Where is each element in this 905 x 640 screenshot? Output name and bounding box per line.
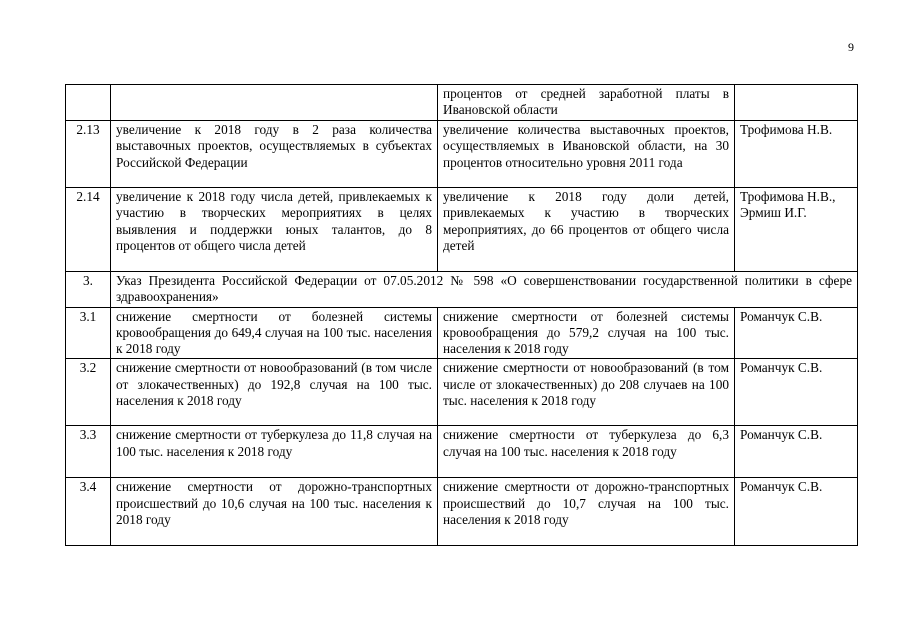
row-number: 3.2 [66,359,111,426]
table-row [66,359,858,426]
row-number: 2.13 [66,121,111,188]
responsible: Трофимова Н.В. [735,121,858,188]
responsible [735,85,858,121]
table-row-section [66,272,858,308]
regional-target: снижение смертности от болезней системы кровообращения до 579,2 случая на 100 тыс. населения к 2018 году [438,307,735,359]
responsible: Романчук С.В. [735,426,858,478]
federal-target [111,85,438,121]
table-row [66,85,858,121]
federal-target: снижение смертности от новообразований (в том числе от злокачественных) до 192,8 случая на 100 тыс. населения к 2018 году [111,359,438,426]
federal-target: снижение смертности от болезней системы кровообращения до 649,4 случая на 100 тыс. населения к 2018 году [111,307,438,359]
section-number: 3. [66,272,111,308]
responsible: Романчук С.В. [735,307,858,359]
section-title: Указ Президента Российской Федерации от 07.05.2012 № 598 «О совершенствовании государственной политики в сфере здравоохранения» [111,272,858,308]
table-row [66,121,858,188]
federal-target: снижение смертности от дорожно-транспортных происшествий до 10,6 случая на 100 тыс. населения к 2018 году [111,478,438,546]
row-number: 3.1 [66,307,111,359]
table-row [66,307,858,359]
responsible: Романчук С.В. [735,359,858,426]
row-number: 2.14 [66,188,111,272]
row-number [66,85,111,121]
responsible: Трофимова Н.В., Эрмиш И.Г. [735,188,858,272]
responsible: Романчук С.В. [735,478,858,546]
table-row [66,188,858,272]
regional-target: снижение смертности от дорожно-транспортных происшествий до 10,7 случая на 100 тыс. населения к 2018 году [438,478,735,546]
regional-target: увеличение количества выставочных проектов, осуществляемых в Ивановской области, на 30 процентов относительно уровня 2011 года [438,121,735,188]
indicators-table [65,84,858,546]
regional-target: увеличение к 2018 году доли детей, привлекаемых к участию в творческих мероприятиях, до 66 процентов от общего числа детей [438,188,735,272]
row-number: 3.4 [66,478,111,546]
row-number: 3.3 [66,426,111,478]
table-row [66,426,858,478]
federal-target: снижение смертности от туберкулеза до 11,8 случая на 100 тыс. населения к 2018 году [111,426,438,478]
regional-target: снижение смертности от новообразований (в том числе от злокачественных) до 208 случаев на 100 тыс. населения к 2018 году [438,359,735,426]
page-number: 9 [848,40,854,54]
regional-target: снижение смертности от туберкулеза до 6,3 случая на 100 тыс. населения к 2018 году [438,426,735,478]
federal-target: увеличение к 2018 году числа детей, привлекаемых к участию в творческих мероприятиях в целях выявления и поддержки юных талантов, до 8 процентов от общего числа детей [111,188,438,272]
table-row [66,478,858,546]
federal-target: увеличение к 2018 году в 2 раза количества выставочных проектов, осуществляемых в субъектах Российской Федерации [111,121,438,188]
regional-target: процентов от средней заработной платы в Ивановской области [438,85,735,121]
